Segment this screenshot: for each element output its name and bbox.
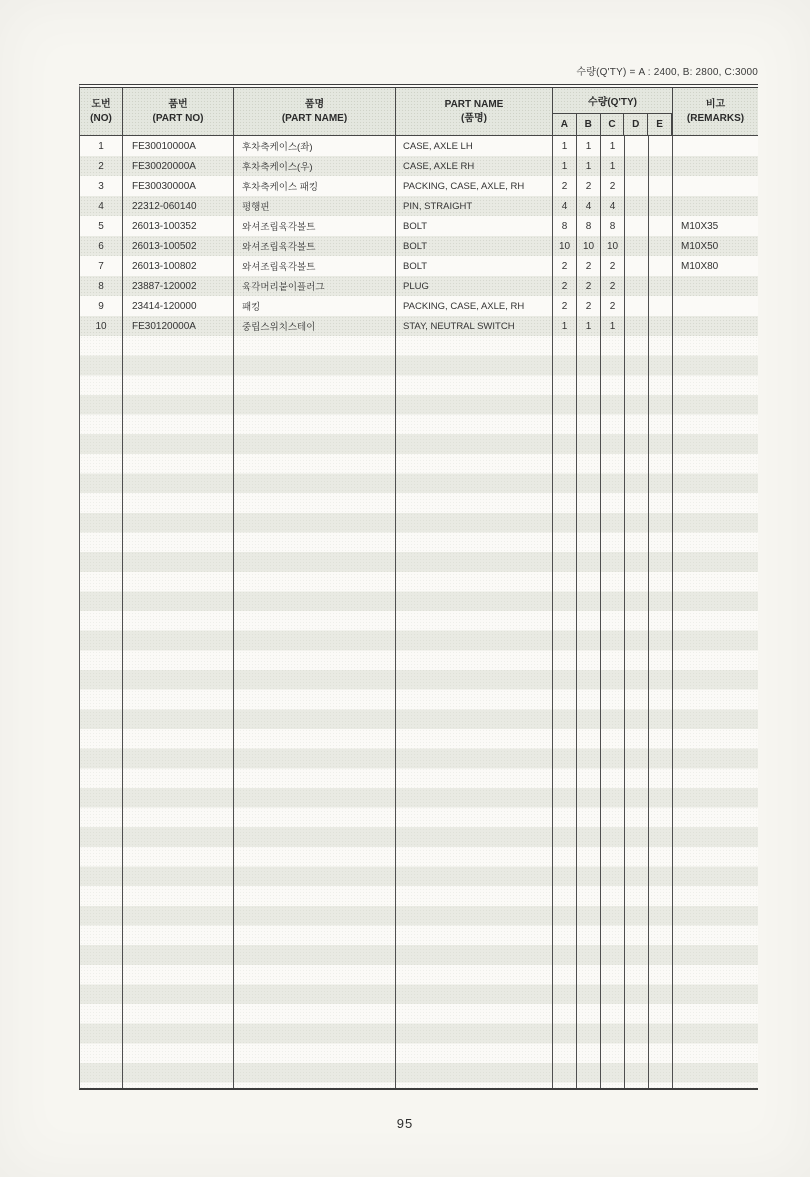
table-body xyxy=(80,136,758,336)
header-part-name-en-sub: (품명) xyxy=(461,112,487,124)
cell-qty-c: 8 xyxy=(601,216,625,236)
cell-part-name-kr: 후차축케이스(우) xyxy=(234,156,396,176)
cell-qty-d xyxy=(625,236,649,256)
column-grid-line xyxy=(395,336,396,1088)
cell-qty-c: 2 xyxy=(601,256,625,276)
cell-qty-b: 2 xyxy=(577,276,601,296)
column-grid-line xyxy=(233,336,234,1088)
cell-qty-c: 4 xyxy=(601,196,625,216)
column-grid-line xyxy=(672,336,673,1088)
cell-part-name-kr: 와셔조립육각볼트 xyxy=(234,236,396,256)
cell-qty-b: 8 xyxy=(577,216,601,236)
cell-remarks xyxy=(673,156,758,176)
cell-qty-d xyxy=(625,276,649,296)
cell-part-name-kr: 육각머리붙이플러그 xyxy=(234,276,396,296)
qty-legend: 수량(Q'TY) = A : 2400, B: 2800, C:3000 xyxy=(576,67,758,78)
cell-qty-a: 1 xyxy=(553,136,577,156)
cell-part-name-kr: 패킹 xyxy=(234,296,396,316)
cell-part-name-en: STAY, NEUTRAL SWITCH xyxy=(396,316,553,336)
header-part-no-sub: (PART NO) xyxy=(152,112,204,124)
cell-remarks xyxy=(673,176,758,196)
cell-qty-b: 2 xyxy=(577,176,601,196)
empty-rows-filler xyxy=(80,336,758,1088)
header-part-name-en xyxy=(396,88,553,135)
column-grid-line xyxy=(648,336,649,1088)
cell-qty-e xyxy=(649,276,673,296)
table-row xyxy=(80,296,758,316)
cell-part-name-en: PACKING, CASE, AXLE, RH xyxy=(396,296,553,316)
cell-remarks: M10X80 xyxy=(681,260,719,272)
cell-part-no: 23414-120000 xyxy=(123,296,234,316)
cell-part-name-kr: 평행핀 xyxy=(234,196,396,216)
cell-qty-a: 2 xyxy=(553,296,577,316)
cell-part-no: 26013-100802 xyxy=(123,256,234,276)
cell-part-name-en: BOLT xyxy=(396,256,553,276)
cell-remarks: M10X35 xyxy=(681,220,719,232)
cell-qty-d xyxy=(625,316,649,336)
cell-part-name-kr: 후차축케이스(좌) xyxy=(234,136,396,156)
cell-qty-b: 2 xyxy=(577,256,601,276)
cell-qty-e xyxy=(649,256,673,276)
cell-qty-b: 1 xyxy=(577,156,601,176)
cell-qty-a: 1 xyxy=(553,316,577,336)
cell-qty-b: 1 xyxy=(577,316,601,336)
cell-part-name-en: CASE, AXLE RH xyxy=(396,156,553,176)
header-qty-d: D xyxy=(624,114,648,135)
cell-no: 2 xyxy=(80,156,123,176)
column-grid-line xyxy=(600,336,601,1088)
header-qty-group xyxy=(553,88,673,135)
cell-qty-e xyxy=(649,236,673,256)
header-qty-a: A xyxy=(553,114,577,135)
cell-qty-c: 10 xyxy=(601,236,625,256)
cell-part-name-en: CASE, AXLE LH xyxy=(396,136,553,156)
cell-qty-d xyxy=(625,256,649,276)
cell-qty-a: 2 xyxy=(553,256,577,276)
cell-qty-d xyxy=(625,296,649,316)
cell-qty-d xyxy=(625,216,649,236)
cell-part-no: FE30020000A xyxy=(123,156,234,176)
page-number: 95 xyxy=(396,1116,414,1131)
table-row xyxy=(80,136,758,156)
cell-part-name-kr: 와셔조립육각볼트 xyxy=(234,216,396,236)
cell-qty-e xyxy=(649,196,673,216)
cell-qty-d xyxy=(625,176,649,196)
header-remarks xyxy=(673,88,758,135)
header-part-no-kr: 품번 xyxy=(168,99,188,110)
header-no-kr: 도번 xyxy=(91,99,111,110)
cell-no: 6 xyxy=(80,236,123,256)
cell-no: 3 xyxy=(80,176,123,196)
cell-qty-a: 4 xyxy=(553,196,577,216)
table-row xyxy=(80,196,758,216)
cell-part-name-kr: 중립스위치스테이 xyxy=(234,316,396,336)
cell-remarks xyxy=(673,276,758,296)
cell-qty-b: 10 xyxy=(577,236,601,256)
cell-part-name-kr: 후차축케이스 패킹 xyxy=(234,176,396,196)
cell-qty-c: 2 xyxy=(601,276,625,296)
cell-qty-a: 2 xyxy=(553,176,577,196)
cell-qty-c: 2 xyxy=(601,176,625,196)
cell-part-no: FE30030000A xyxy=(123,176,234,196)
cell-qty-e xyxy=(649,136,673,156)
table-header-row xyxy=(80,88,758,136)
header-qty-c: C xyxy=(601,114,625,135)
header-no-sub: (NO) xyxy=(90,112,112,124)
header-remarks-kr: 비고 xyxy=(705,99,726,110)
cell-qty-a: 10 xyxy=(553,236,577,256)
cell-qty-c: 1 xyxy=(601,316,625,336)
cell-part-name-en: PACKING, CASE, AXLE, RH xyxy=(396,176,553,196)
cell-part-name-en: PLUG xyxy=(396,276,553,296)
cell-qty-d xyxy=(625,136,649,156)
column-grid-line xyxy=(122,336,123,1088)
cell-part-no: 26013-100352 xyxy=(123,216,234,236)
header-remarks-sub: (REMARKS) xyxy=(686,112,745,124)
cell-qty-d xyxy=(625,156,649,176)
cell-qty-e xyxy=(649,156,673,176)
cell-no: 8 xyxy=(80,276,123,296)
cell-qty-e xyxy=(649,216,673,236)
cell-qty-c: 2 xyxy=(601,296,625,316)
cell-qty-e xyxy=(649,296,673,316)
cell-remarks xyxy=(673,136,758,156)
cell-qty-e xyxy=(649,316,673,336)
cell-part-no: 22312-060140 xyxy=(123,196,234,216)
header-qty-subcolumns xyxy=(553,114,672,135)
table-row xyxy=(80,276,758,296)
cell-part-no: 26013-100502 xyxy=(123,236,234,256)
column-grid-line xyxy=(624,336,625,1088)
cell-qty-e xyxy=(649,176,673,196)
header-part-no xyxy=(123,88,234,135)
cell-no: 7 xyxy=(80,256,123,276)
cell-no: 10 xyxy=(80,316,123,336)
cell-part-name-en: BOLT xyxy=(396,236,553,256)
cell-remarks xyxy=(673,196,758,216)
table-row xyxy=(80,316,758,336)
column-grid-line xyxy=(576,336,577,1088)
cell-part-no: FE30010000A xyxy=(123,136,234,156)
cell-qty-b: 2 xyxy=(577,296,601,316)
header-part-name-kr-sub: (PART NAME) xyxy=(281,112,348,124)
cell-remarks xyxy=(673,296,758,316)
cell-qty-a: 8 xyxy=(553,216,577,236)
cell-qty-b: 1 xyxy=(577,136,601,156)
cell-part-name-en: PIN, STRAIGHT xyxy=(396,196,553,216)
header-qty-label: 수량(Q'TY) xyxy=(553,88,672,114)
cell-part-no: 23887-120002 xyxy=(123,276,234,296)
cell-remarks xyxy=(673,316,758,336)
cell-remarks: M10X50 xyxy=(681,240,719,252)
cell-no: 4 xyxy=(80,196,123,216)
cell-part-no: FE30120000A xyxy=(123,316,234,336)
cell-qty-c: 1 xyxy=(601,136,625,156)
cell-no: 9 xyxy=(80,296,123,316)
header-part-name-kr-label: 품명 xyxy=(304,99,325,110)
table-row xyxy=(80,156,758,176)
table-row xyxy=(80,256,758,276)
header-no xyxy=(80,88,123,135)
parts-table xyxy=(79,84,758,1090)
header-part-name-en-label: PART NAME xyxy=(444,99,504,110)
cell-qty-c: 1 xyxy=(601,156,625,176)
cell-qty-b: 4 xyxy=(577,196,601,216)
table-row xyxy=(80,176,758,196)
table-row xyxy=(80,216,758,236)
cell-qty-a: 1 xyxy=(553,156,577,176)
table-row xyxy=(80,236,758,256)
cell-qty-d xyxy=(625,196,649,216)
header-part-name-kr xyxy=(234,88,396,135)
cell-part-name-kr: 와셔조립육각볼트 xyxy=(234,256,396,276)
cell-qty-a: 2 xyxy=(553,276,577,296)
cell-part-name-en: BOLT xyxy=(396,216,553,236)
cell-no: 1 xyxy=(80,136,123,156)
header-qty-e: E xyxy=(648,114,672,135)
header-qty-b: B xyxy=(577,114,601,135)
cell-no: 5 xyxy=(80,216,123,236)
column-grid-line xyxy=(552,336,553,1088)
